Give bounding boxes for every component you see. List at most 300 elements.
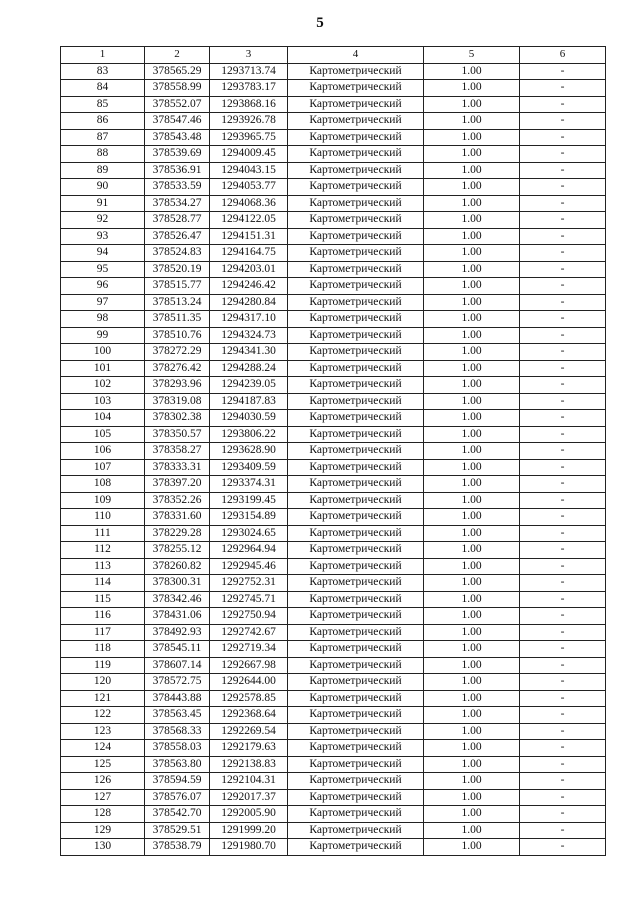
table-cell: 1.00 bbox=[424, 558, 520, 575]
table-cell: - bbox=[520, 278, 606, 295]
table-cell: 378568.33 bbox=[145, 723, 210, 740]
table-cell: 126 bbox=[61, 773, 145, 790]
table-row bbox=[61, 542, 606, 559]
table-cell: Картометрический bbox=[288, 360, 424, 377]
column-header: 4 bbox=[288, 47, 424, 64]
table-cell: 1.00 bbox=[424, 426, 520, 443]
table-cell: 90 bbox=[61, 179, 145, 196]
table-cell: Картометрический bbox=[288, 558, 424, 575]
table-cell: 378319.08 bbox=[145, 393, 210, 410]
table-row bbox=[61, 492, 606, 509]
table-cell: Картометрический bbox=[288, 311, 424, 328]
table-cell: 1294068.36 bbox=[210, 195, 288, 212]
table-row bbox=[61, 624, 606, 641]
table-cell: 1292179.63 bbox=[210, 740, 288, 757]
table-cell: 378524.83 bbox=[145, 245, 210, 262]
table-cell: - bbox=[520, 756, 606, 773]
table-cell: 1.00 bbox=[424, 773, 520, 790]
table-cell: - bbox=[520, 245, 606, 262]
table-cell: 1.00 bbox=[424, 674, 520, 691]
table-cell: 101 bbox=[61, 360, 145, 377]
table-cell: 378431.06 bbox=[145, 608, 210, 625]
table-cell: 1294280.84 bbox=[210, 294, 288, 311]
table-row bbox=[61, 410, 606, 427]
table-cell: 1.00 bbox=[424, 657, 520, 674]
table-cell: 378342.46 bbox=[145, 591, 210, 608]
table-cell: 1.00 bbox=[424, 443, 520, 460]
table-cell: 378538.79 bbox=[145, 839, 210, 856]
table-cell: 1292719.34 bbox=[210, 641, 288, 658]
table-cell: 1291999.20 bbox=[210, 822, 288, 839]
table-cell: - bbox=[520, 63, 606, 80]
table-cell: 97 bbox=[61, 294, 145, 311]
table-cell: 1.00 bbox=[424, 195, 520, 212]
table-cell: Картометрический bbox=[288, 707, 424, 724]
table-cell: 1.00 bbox=[424, 410, 520, 427]
table-row bbox=[61, 575, 606, 592]
table-cell: - bbox=[520, 509, 606, 526]
table-cell: 1294187.83 bbox=[210, 393, 288, 410]
table-cell: 1.00 bbox=[424, 344, 520, 361]
table-row bbox=[61, 789, 606, 806]
table-cell: 1292644.00 bbox=[210, 674, 288, 691]
table-cell: 1294009.45 bbox=[210, 146, 288, 163]
table-cell: 129 bbox=[61, 822, 145, 839]
table-cell: 1.00 bbox=[424, 377, 520, 394]
table-cell: 378572.75 bbox=[145, 674, 210, 691]
table-cell: 378397.20 bbox=[145, 476, 210, 493]
table-cell: - bbox=[520, 492, 606, 509]
table-cell: 1.00 bbox=[424, 311, 520, 328]
table-cell: 1292138.83 bbox=[210, 756, 288, 773]
table-cell: Картометрический bbox=[288, 426, 424, 443]
table-cell: 378558.99 bbox=[145, 80, 210, 97]
table-row bbox=[61, 756, 606, 773]
table-cell: 378552.07 bbox=[145, 96, 210, 113]
table-cell: 1292742.67 bbox=[210, 624, 288, 641]
table-cell: - bbox=[520, 789, 606, 806]
table-cell: 1.00 bbox=[424, 476, 520, 493]
table-row bbox=[61, 608, 606, 625]
table-row bbox=[61, 294, 606, 311]
table-cell: 98 bbox=[61, 311, 145, 328]
table-cell: Картометрический bbox=[288, 245, 424, 262]
table-cell: 378558.03 bbox=[145, 740, 210, 757]
table-cell: 378492.93 bbox=[145, 624, 210, 641]
table-row bbox=[61, 63, 606, 80]
table-cell: 378547.46 bbox=[145, 113, 210, 130]
table-cell: - bbox=[520, 113, 606, 130]
table-cell: 1294151.31 bbox=[210, 228, 288, 245]
table-cell: 1292017.37 bbox=[210, 789, 288, 806]
table-cell: 1.00 bbox=[424, 360, 520, 377]
table-cell: Картометрический bbox=[288, 674, 424, 691]
table-cell: - bbox=[520, 542, 606, 559]
table-cell: 378529.51 bbox=[145, 822, 210, 839]
table-cell: 108 bbox=[61, 476, 145, 493]
table-cell: Картометрический bbox=[288, 228, 424, 245]
table-cell: 1.00 bbox=[424, 756, 520, 773]
table-cell: 1294053.77 bbox=[210, 179, 288, 196]
table-cell: Картометрический bbox=[288, 162, 424, 179]
table-cell: 378358.27 bbox=[145, 443, 210, 460]
table-cell: Картометрический bbox=[288, 80, 424, 97]
table-cell: 378533.59 bbox=[145, 179, 210, 196]
table-cell: 112 bbox=[61, 542, 145, 559]
table-cell: 378534.27 bbox=[145, 195, 210, 212]
table-cell: Картометрический bbox=[288, 393, 424, 410]
table-cell: 102 bbox=[61, 377, 145, 394]
table-cell: 1.00 bbox=[424, 525, 520, 542]
table-cell: 1292964.94 bbox=[210, 542, 288, 559]
table-cell: 378607.14 bbox=[145, 657, 210, 674]
table-cell: 378542.70 bbox=[145, 806, 210, 823]
table-cell: 1294043.15 bbox=[210, 162, 288, 179]
table-cell: Картометрический bbox=[288, 525, 424, 542]
table-cell: 120 bbox=[61, 674, 145, 691]
table-cell: Картометрический bbox=[288, 261, 424, 278]
table-cell: - bbox=[520, 212, 606, 229]
table-cell: 1.00 bbox=[424, 641, 520, 658]
table-cell: 378539.69 bbox=[145, 146, 210, 163]
table-cell: 1.00 bbox=[424, 96, 520, 113]
table-row bbox=[61, 377, 606, 394]
table-cell: - bbox=[520, 740, 606, 757]
table-row bbox=[61, 393, 606, 410]
table-row bbox=[61, 212, 606, 229]
table-cell: - bbox=[520, 80, 606, 97]
table-cell: 105 bbox=[61, 426, 145, 443]
column-header: 5 bbox=[424, 47, 520, 64]
column-header: 1 bbox=[61, 47, 145, 64]
table-cell: - bbox=[520, 525, 606, 542]
table-cell: 1294122.05 bbox=[210, 212, 288, 229]
table-cell: Картометрический bbox=[288, 344, 424, 361]
table-cell: Картометрический bbox=[288, 773, 424, 790]
table-cell: 1.00 bbox=[424, 723, 520, 740]
table-cell: 1294288.24 bbox=[210, 360, 288, 377]
table-row bbox=[61, 195, 606, 212]
table-cell: 93 bbox=[61, 228, 145, 245]
table-cell: 1292005.90 bbox=[210, 806, 288, 823]
table-cell: 378276.42 bbox=[145, 360, 210, 377]
table-cell: 1.00 bbox=[424, 129, 520, 146]
table-cell: Картометрический bbox=[288, 195, 424, 212]
table-row bbox=[61, 113, 606, 130]
table-cell: - bbox=[520, 641, 606, 658]
table-cell: - bbox=[520, 690, 606, 707]
table-row bbox=[61, 311, 606, 328]
table-row bbox=[61, 641, 606, 658]
table-row bbox=[61, 426, 606, 443]
table-row bbox=[61, 179, 606, 196]
coordinates-table bbox=[60, 46, 606, 856]
table-cell: 378255.12 bbox=[145, 542, 210, 559]
table-cell: - bbox=[520, 839, 606, 856]
table-cell: 121 bbox=[61, 690, 145, 707]
table-cell: 378272.29 bbox=[145, 344, 210, 361]
table-row bbox=[61, 459, 606, 476]
table-cell: 1294341.30 bbox=[210, 344, 288, 361]
table-cell: 1.00 bbox=[424, 179, 520, 196]
table-cell: 378576.07 bbox=[145, 789, 210, 806]
table-cell: - bbox=[520, 327, 606, 344]
table-cell: 1.00 bbox=[424, 261, 520, 278]
table-row bbox=[61, 674, 606, 691]
table-cell: 1.00 bbox=[424, 591, 520, 608]
table-cell: 378260.82 bbox=[145, 558, 210, 575]
table-cell: 107 bbox=[61, 459, 145, 476]
table-cell: - bbox=[520, 162, 606, 179]
table-row bbox=[61, 740, 606, 757]
table-cell: 128 bbox=[61, 806, 145, 823]
table-cell: Картометрический bbox=[288, 459, 424, 476]
table-cell: - bbox=[520, 410, 606, 427]
table-row bbox=[61, 96, 606, 113]
table-cell: - bbox=[520, 228, 606, 245]
table-cell: 91 bbox=[61, 195, 145, 212]
table-cell: 104 bbox=[61, 410, 145, 427]
table-cell: - bbox=[520, 608, 606, 625]
table-cell: 1292750.94 bbox=[210, 608, 288, 625]
table-cell: 113 bbox=[61, 558, 145, 575]
table-cell: Картометрический bbox=[288, 608, 424, 625]
column-header: 6 bbox=[520, 47, 606, 64]
table-row bbox=[61, 509, 606, 526]
table-cell: 1294239.05 bbox=[210, 377, 288, 394]
table-row bbox=[61, 261, 606, 278]
table-row bbox=[61, 525, 606, 542]
table-cell: 106 bbox=[61, 443, 145, 460]
table-cell: - bbox=[520, 426, 606, 443]
table-cell: 1.00 bbox=[424, 146, 520, 163]
table-cell: - bbox=[520, 558, 606, 575]
column-header: 2 bbox=[145, 47, 210, 64]
table-row bbox=[61, 129, 606, 146]
table-cell: 123 bbox=[61, 723, 145, 740]
table-cell: 116 bbox=[61, 608, 145, 625]
table-cell: Картометрический bbox=[288, 806, 424, 823]
table-cell: - bbox=[520, 261, 606, 278]
table-row bbox=[61, 707, 606, 724]
table-cell: 1.00 bbox=[424, 822, 520, 839]
table-cell: 117 bbox=[61, 624, 145, 641]
table-cell: 378229.28 bbox=[145, 525, 210, 542]
table-row bbox=[61, 360, 606, 377]
table-cell: 378515.77 bbox=[145, 278, 210, 295]
table-cell: 1.00 bbox=[424, 245, 520, 262]
table-row bbox=[61, 558, 606, 575]
table-cell: 1294324.73 bbox=[210, 327, 288, 344]
table-row bbox=[61, 723, 606, 740]
table-cell: 1.00 bbox=[424, 278, 520, 295]
table-cell: 1293783.17 bbox=[210, 80, 288, 97]
table-cell: 114 bbox=[61, 575, 145, 592]
table-row bbox=[61, 344, 606, 361]
table-cell: 378331.60 bbox=[145, 509, 210, 526]
table-cell: - bbox=[520, 806, 606, 823]
table-cell: 1293868.16 bbox=[210, 96, 288, 113]
table-cell: - bbox=[520, 723, 606, 740]
table-cell: Картометрический bbox=[288, 657, 424, 674]
table-row bbox=[61, 80, 606, 97]
table-row bbox=[61, 146, 606, 163]
table-cell: - bbox=[520, 294, 606, 311]
table-cell: - bbox=[520, 657, 606, 674]
table-cell: Картометрический bbox=[288, 575, 424, 592]
table-row bbox=[61, 806, 606, 823]
table-cell: 122 bbox=[61, 707, 145, 724]
table-cell: Картометрический bbox=[288, 327, 424, 344]
table-cell: Картометрический bbox=[288, 624, 424, 641]
table-cell: - bbox=[520, 311, 606, 328]
table-cell: Картометрический bbox=[288, 756, 424, 773]
table-body bbox=[61, 47, 606, 856]
table-cell: - bbox=[520, 773, 606, 790]
table-cell: 378526.47 bbox=[145, 228, 210, 245]
table-cell: - bbox=[520, 707, 606, 724]
table-cell: 378565.29 bbox=[145, 63, 210, 80]
table-row bbox=[61, 773, 606, 790]
table-cell: Картометрический bbox=[288, 443, 424, 460]
table-header-row bbox=[61, 47, 606, 64]
table-cell: 125 bbox=[61, 756, 145, 773]
table-cell: 378545.11 bbox=[145, 641, 210, 658]
table-cell: 95 bbox=[61, 261, 145, 278]
table-cell: 378594.59 bbox=[145, 773, 210, 790]
table-cell: - bbox=[520, 146, 606, 163]
table-cell: 1293199.45 bbox=[210, 492, 288, 509]
table-cell: 1294203.01 bbox=[210, 261, 288, 278]
table-cell: 1293806.22 bbox=[210, 426, 288, 443]
page-number: 5 bbox=[316, 15, 324, 31]
table-cell: 110 bbox=[61, 509, 145, 526]
table-row bbox=[61, 839, 606, 856]
table-cell: 1293628.90 bbox=[210, 443, 288, 460]
table-cell: 127 bbox=[61, 789, 145, 806]
table-cell: 1293024.65 bbox=[210, 525, 288, 542]
table-cell: - bbox=[520, 393, 606, 410]
table-cell: Картометрический bbox=[288, 740, 424, 757]
table-row bbox=[61, 443, 606, 460]
table-cell: 1.00 bbox=[424, 294, 520, 311]
table-cell: - bbox=[520, 624, 606, 641]
table-cell: Картометрический bbox=[288, 278, 424, 295]
table-cell: 1293374.31 bbox=[210, 476, 288, 493]
table-cell: - bbox=[520, 476, 606, 493]
table-cell: 1293926.78 bbox=[210, 113, 288, 130]
table-cell: 103 bbox=[61, 393, 145, 410]
table-cell: Картометрический bbox=[288, 63, 424, 80]
table-cell: 96 bbox=[61, 278, 145, 295]
table-row bbox=[61, 245, 606, 262]
table-cell: Картометрический bbox=[288, 146, 424, 163]
table-cell: 1293965.75 bbox=[210, 129, 288, 146]
table-cell: 1.00 bbox=[424, 63, 520, 80]
table-cell: 109 bbox=[61, 492, 145, 509]
table-cell: Картометрический bbox=[288, 410, 424, 427]
table-cell: 1.00 bbox=[424, 690, 520, 707]
table-cell: 1.00 bbox=[424, 839, 520, 856]
table-cell: 378543.48 bbox=[145, 129, 210, 146]
table-cell: 1.00 bbox=[424, 459, 520, 476]
table-row bbox=[61, 690, 606, 707]
table-cell: 1291980.70 bbox=[210, 839, 288, 856]
table-cell: 1294317.10 bbox=[210, 311, 288, 328]
table-cell: 378510.76 bbox=[145, 327, 210, 344]
table-cell: 1.00 bbox=[424, 393, 520, 410]
table-cell: 378333.31 bbox=[145, 459, 210, 476]
table-cell: 1294246.42 bbox=[210, 278, 288, 295]
table-cell: 89 bbox=[61, 162, 145, 179]
table-cell: 378563.45 bbox=[145, 707, 210, 724]
table-cell: Картометрический bbox=[288, 179, 424, 196]
table-cell: 124 bbox=[61, 740, 145, 757]
table-cell: 1292578.85 bbox=[210, 690, 288, 707]
table-cell: 378352.26 bbox=[145, 492, 210, 509]
column-header: 3 bbox=[210, 47, 288, 64]
table-cell: 1.00 bbox=[424, 212, 520, 229]
table-cell: 1292104.31 bbox=[210, 773, 288, 790]
table-cell: 1292745.71 bbox=[210, 591, 288, 608]
table-cell: 1.00 bbox=[424, 162, 520, 179]
table-cell: 86 bbox=[61, 113, 145, 130]
table-cell: Картометрический bbox=[288, 113, 424, 130]
table-cell: 85 bbox=[61, 96, 145, 113]
table-cell: 111 bbox=[61, 525, 145, 542]
table-cell: - bbox=[520, 195, 606, 212]
table-cell: 119 bbox=[61, 657, 145, 674]
table-cell: 1.00 bbox=[424, 806, 520, 823]
table-cell: 130 bbox=[61, 839, 145, 856]
table-cell: Картометрический bbox=[288, 789, 424, 806]
table-cell: - bbox=[520, 822, 606, 839]
table-cell: 1.00 bbox=[424, 740, 520, 757]
table-cell: 84 bbox=[61, 80, 145, 97]
table-cell: 88 bbox=[61, 146, 145, 163]
table-cell: Картометрический bbox=[288, 542, 424, 559]
table-cell: 99 bbox=[61, 327, 145, 344]
table-row bbox=[61, 657, 606, 674]
table-cell: 1.00 bbox=[424, 608, 520, 625]
table-cell: 1.00 bbox=[424, 113, 520, 130]
table-cell: 378511.35 bbox=[145, 311, 210, 328]
table-cell: - bbox=[520, 96, 606, 113]
table-cell: 1.00 bbox=[424, 228, 520, 245]
table-cell: 87 bbox=[61, 129, 145, 146]
table-cell: Картометрический bbox=[288, 723, 424, 740]
table-cell: 115 bbox=[61, 591, 145, 608]
table-cell: 378443.88 bbox=[145, 690, 210, 707]
table-cell: Картометрический bbox=[288, 212, 424, 229]
table-cell: Картометрический bbox=[288, 641, 424, 658]
table-cell: 92 bbox=[61, 212, 145, 229]
table-cell: - bbox=[520, 674, 606, 691]
table-cell: 1.00 bbox=[424, 624, 520, 641]
table-cell: 378528.77 bbox=[145, 212, 210, 229]
table-cell: 1292945.46 bbox=[210, 558, 288, 575]
table-cell: Картометрический bbox=[288, 690, 424, 707]
table-cell: - bbox=[520, 344, 606, 361]
table-cell: - bbox=[520, 360, 606, 377]
table-cell: 1292269.54 bbox=[210, 723, 288, 740]
table-cell: 1.00 bbox=[424, 80, 520, 97]
table-cell: Картометрический bbox=[288, 377, 424, 394]
table-cell: Картометрический bbox=[288, 509, 424, 526]
table-cell: 100 bbox=[61, 344, 145, 361]
table-cell: - bbox=[520, 129, 606, 146]
table-cell: - bbox=[520, 179, 606, 196]
